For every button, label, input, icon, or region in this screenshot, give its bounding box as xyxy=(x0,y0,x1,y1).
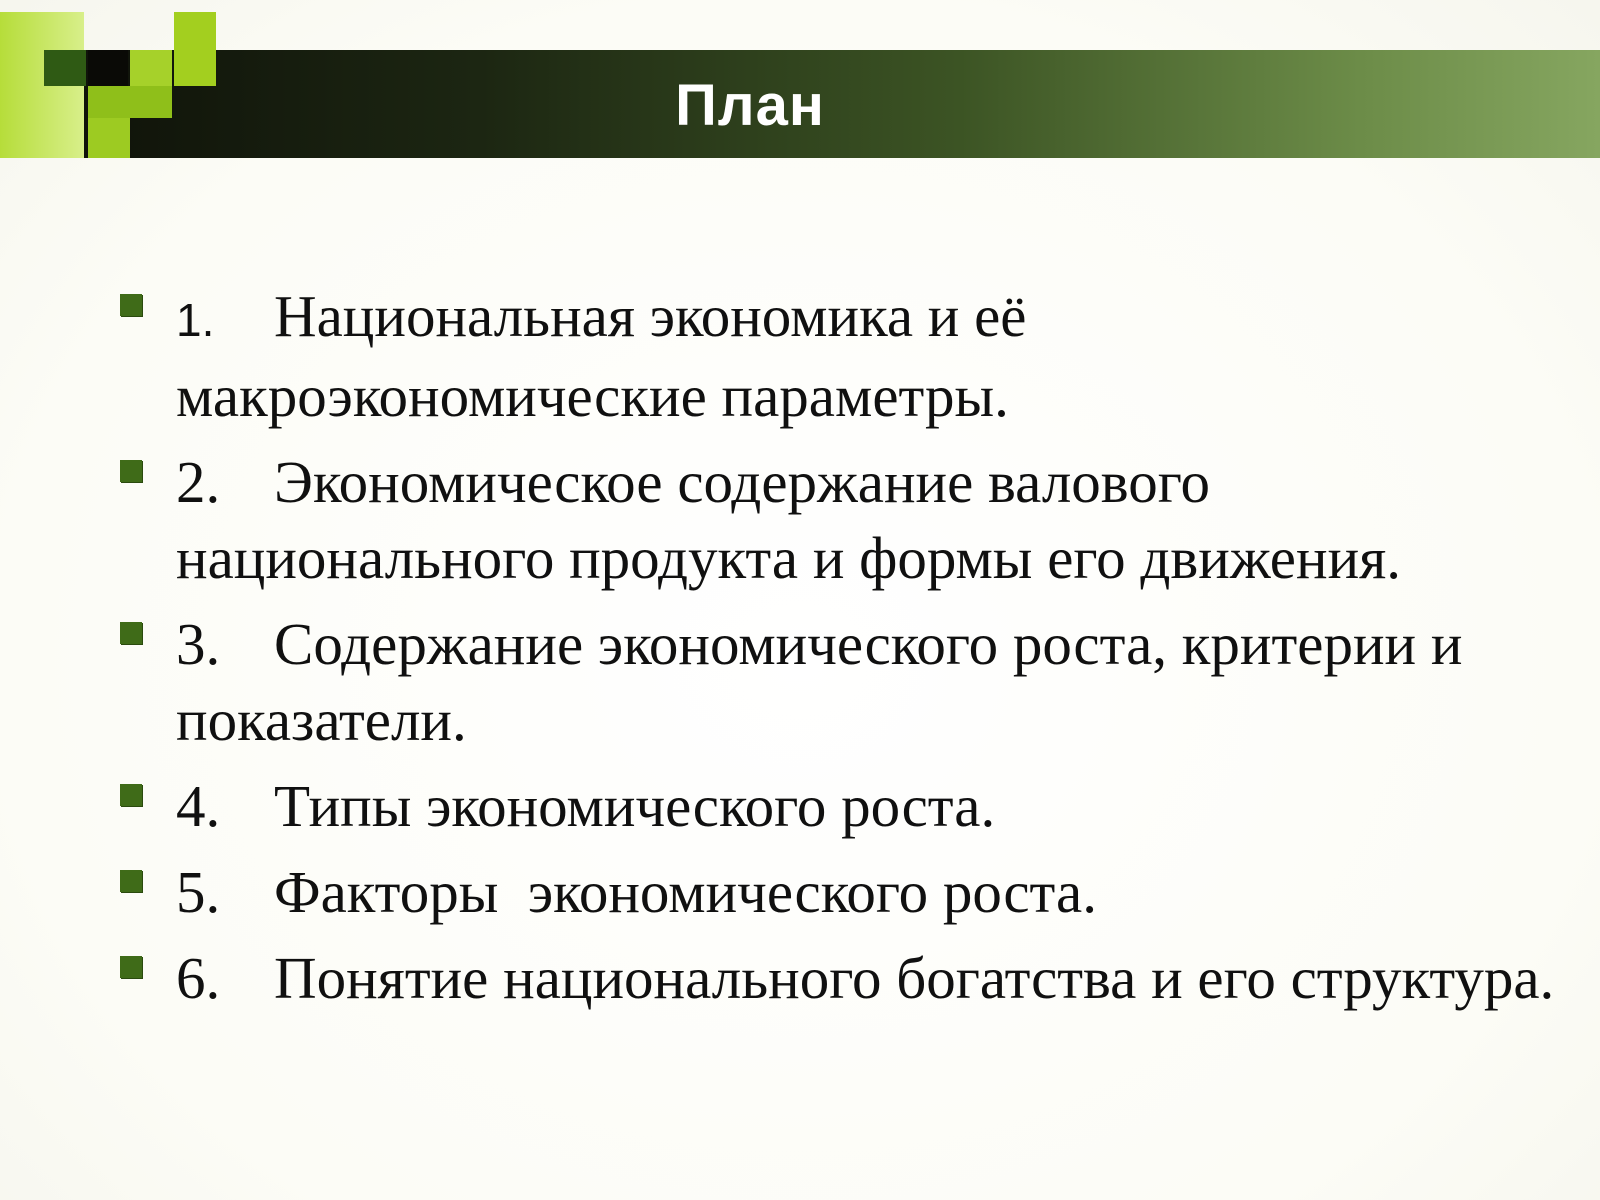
item-number: 5. xyxy=(176,859,221,925)
plan-item-3 xyxy=(118,606,1558,758)
square-bullet-icon xyxy=(120,870,142,892)
plan-item-1 xyxy=(118,278,1558,434)
square-bullet-icon xyxy=(120,784,142,806)
plan-item-5 xyxy=(118,854,1558,930)
square-bullet-icon xyxy=(120,460,142,482)
item-text: Экономическое содержание валового национального продукта и формы его движения. xyxy=(176,449,1402,591)
plan-item-6 xyxy=(118,940,1558,1016)
item-number: 2. xyxy=(176,449,221,515)
item-number: 3. xyxy=(176,611,221,677)
item-text: Национальная экономика и её макроэкономические параметры. xyxy=(176,283,1027,429)
item-number: 4. xyxy=(176,773,221,839)
slide-title: План xyxy=(675,73,825,138)
plan-item-4 xyxy=(118,768,1558,844)
item-text: Понятие национального богатства и его структура. xyxy=(274,945,1555,1011)
item-text: Содержание экономического роста, критерии и показатели. xyxy=(176,611,1463,753)
item-text: Типы экономического роста. xyxy=(274,773,996,839)
square-bullet-icon xyxy=(120,294,142,316)
plan-list xyxy=(118,278,1558,1026)
plan-item-2 xyxy=(118,444,1558,596)
square-bullet-icon xyxy=(120,622,142,644)
item-number: 1. xyxy=(176,294,215,346)
square-bullet-icon xyxy=(120,956,142,978)
item-number: 6. xyxy=(176,945,221,1011)
item-text: Факторы экономического роста. xyxy=(274,859,1097,925)
